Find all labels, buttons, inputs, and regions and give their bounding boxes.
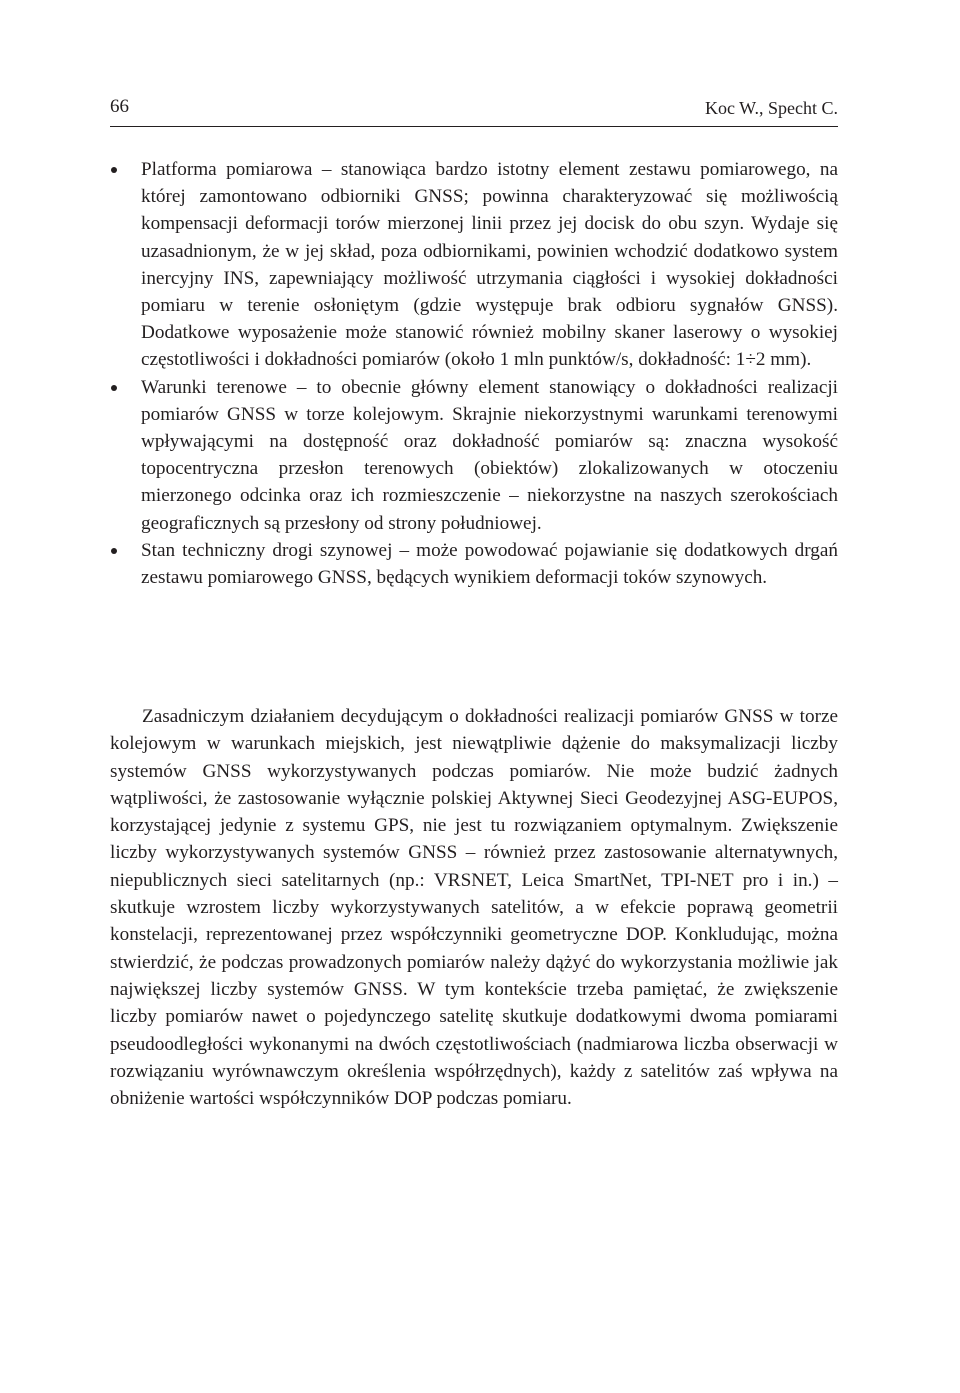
bullet-list [108,156,838,591]
header-rule [110,126,838,127]
body-paragraph: Zasadniczym działaniem decydującym o dokładności realizacji pomiarów GNSS w torze kolejowym w warunkach miejskich, jest niewątpliwie dążenie do maksymalizacji liczby systemów GNSS wykorzystywanych podczas pomiarów. Nie może budzić żadnych wątpliwości, że zastosowanie wyłącznie polskiej Aktywnej Sieci Geodezyjnej ASG-EUPOS, korzystającej jedynie z systemu GPS, nie jest tu rozwiązaniem optymalnym. Zwiększenie liczby wykorzystywanych systemów GNSS – również przez zastosowanie alternatywnych, niepublicznych sieci satelitarnych (np.: VRSNET, Leica SmartNet, TPI-NET pro i in.) – skutkuje wzrostem liczby wykorzystywanych satelitów, a w efekcie poprawą geometrii konstelacji, reprezentowanej przez współczynniki geometryczne DOP. Konkludując, można stwierdzić, że podczas prowadzonych pomiarów należy dążyć do wykorzystania możliwie jak największej liczby systemów GNSS. W tym kontekście trzeba pamiętać, że zwiększenie liczby pomiarów nawet o pojedynczego satelitę skutkuje dodatkowymi dwoma pomiarami pseudoodległości wykonanymi na dwóch częstotliwościach (nadmiarowa liczba obserwacji w rozwiązaniu wyrównawczym określenia współrzędnych), każdy z satelitów zaś wpływa na obniżenie wartości współczynników DOP podczas pomiaru. [110,706,838,1110]
bullet-item-track-condition [108,537,838,591]
bullet-text: Platforma pomiarowa – stanowiąca bardzo istotny element zestawu pomiarowego, na której zamontowano odbiorniki GNSS; powinna charakteryzować się możliwością kompensacji deformacji torów mierzonej linii przez jej docisk do obu szyn. Wydaje się uzasadnionym, że w jej skład, poza odbiornikami, powinien wchodzić dodatkowo system inercyjny INS, zapewniający możliwość utrzymania ciągłości i wysokiej dokładności pomiaru w terenie osłoniętym (gdzie występuje brak odbioru sygnałów GNSS). Dodatkowe wyposażenie może stanowić również mobilny skaner laserowy o wysokiej częstotliwości i dokładności pomiarów (około 1 mln punktów/s, dokładność: 1÷2 mm). [141,159,838,371]
page-number: 66 [110,96,129,117]
bullet-dot-icon [111,167,117,173]
bullet-item-terrain [108,374,838,537]
bullet-dot-icon [111,385,117,391]
bullet-dot-icon [111,548,117,554]
bullet-text: Stan techniczny drogi szynowej – może powodować pojawianie się dodatkowych drgań zestawu pomiarowego GNSS, będących wynikiem deformacji toków szynowych. [141,539,838,589]
page-header [110,96,838,126]
bullet-text: Warunki terenowe – to obecnie główny element stanowiący o dokładności realizacji pomiarów GNSS w torze kolejowym. Skrajnie niekorzystnymi warunkami terenowymi wpływającymi na dostępność oraz dokładność pomiarów są: znaczna wysokość topocentryczna przesłon terenowych (obiektów) zlokalizowanych w otoczeniu mierzonego odcinka oraz ich rozmieszczenie – niekorzystne na naszych szerokościach geograficznych są przesłony od strony południowej. [141,376,838,534]
bullet-item-platform [108,156,838,374]
running-head-authors: Koc W., Specht C. [705,98,838,118]
